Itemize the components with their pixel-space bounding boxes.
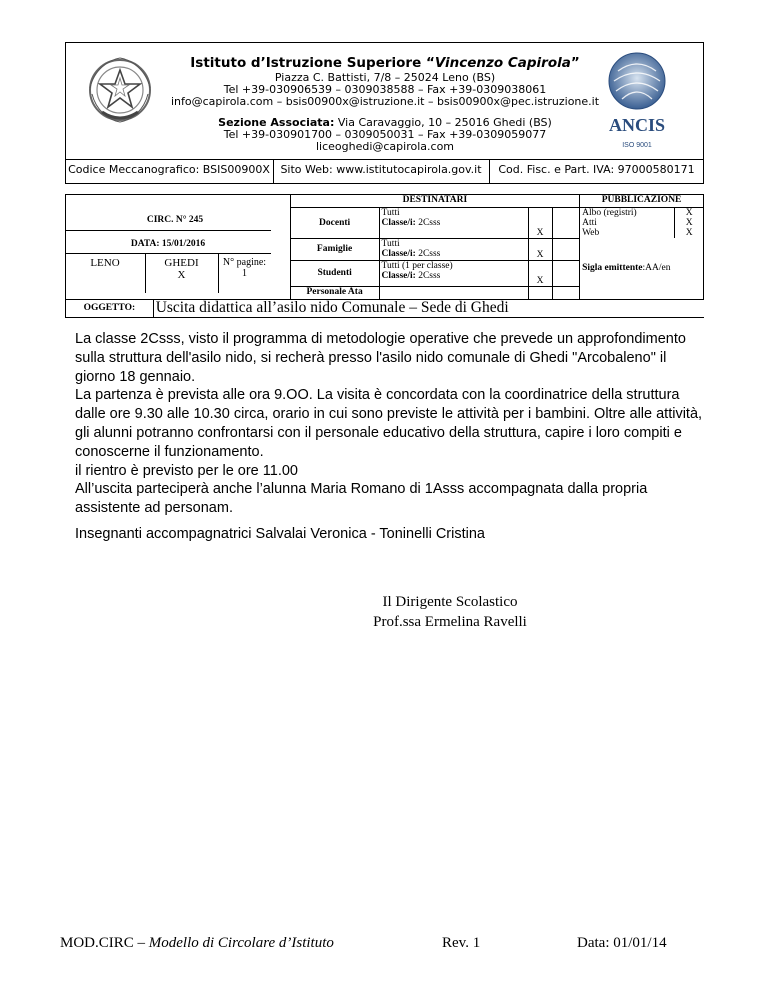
website: Sito Web: www.istitutocapirola.gov.it xyxy=(280,163,482,176)
circular-date: DATA: 15/01/2016 xyxy=(130,239,206,249)
signature-block xyxy=(300,592,600,632)
publication-header: PUBBLICAZIONE xyxy=(580,195,704,208)
table-divider xyxy=(65,253,271,254)
recipient-studenti-detail: Tutti (1 per classe) Classe/i: 2Csss xyxy=(379,260,528,286)
body-paragraph: All’uscita parteciperà anche l’alunna Maria Romano di 1Asss accompagnata dalla propria assistente ad personam. xyxy=(75,481,648,517)
recipient-docenti-detail: Tutti Classe/i: 2Csss xyxy=(379,208,528,239)
recipient-studenti-mark: X xyxy=(528,260,552,286)
body-paragraph: La classe 2Csss, visto il programma di metodologie operative che prevede un approfondimento sulla struttura dell'asilo nido, si recherà presso l'asilo nido comunale di Ghedi "Arcobaleno" il giorno 18 gennaio. xyxy=(75,331,686,385)
publication-marks: X X X xyxy=(675,208,704,239)
issuer: Sigla emittente:AA/en xyxy=(580,238,704,299)
recipients-header: DESTINATARI xyxy=(290,195,579,208)
branch-address: Sezione Associata: Via Caravaggio, 10 – 25016 Ghedi (BS) xyxy=(218,116,552,129)
subject: Uscita didattica all’asilo nido Comunale – Sede di Ghedi xyxy=(153,299,703,317)
signature-name: Prof.ssa Ermelina Ravelli xyxy=(373,614,527,630)
branch-phones: Tel +39-030901700 – 0309050031 – Fax +39-0309059077 xyxy=(223,128,547,141)
body-paragraph: il rientro è previsto per le ore 11.00 xyxy=(75,462,298,479)
recipient-famiglie: Famiglie xyxy=(290,238,379,260)
branch-email: liceoghedi@capirola.com xyxy=(315,140,455,153)
table-divider xyxy=(65,230,271,231)
circular-body xyxy=(75,330,705,518)
pages-count: N° pagine: 1 xyxy=(222,257,267,279)
accompanying-teachers: Insegnanti accompagnatrici Salvalai Veronica - Toninelli Cristina xyxy=(75,526,485,542)
circular-number: CIRC. N° 245 xyxy=(146,215,204,225)
signature-role: Il Dirigente Scolastico xyxy=(382,594,518,610)
publication-list: Albo (registri) Atti Web xyxy=(580,208,675,239)
ancis-logo-text: ANCIS xyxy=(608,115,666,135)
footer-date: Data: 01/01/14 xyxy=(577,935,667,951)
recipient-docenti: Docenti xyxy=(290,208,379,239)
institute-emails: info@capirola.com – bsis00900x@istruzione.it – bsis00900x@pec.istruzione.it xyxy=(170,95,600,108)
recipient-personale-ata: Personale Ata xyxy=(290,286,379,299)
letterhead-divider xyxy=(65,159,704,160)
recipient-docenti-mark: X xyxy=(528,208,552,239)
circular-info-table xyxy=(65,194,704,318)
mechanographic-code: Codice Meccanografico: BSIS00900X xyxy=(68,163,270,176)
recipient-studenti: Studenti xyxy=(290,260,379,286)
site-leno: LENO xyxy=(90,257,120,269)
recipient-famiglie-detail: Tutti Classe/i: 2Csss xyxy=(379,238,528,260)
recipient-famiglie-mark: X xyxy=(528,238,552,260)
institute-address: Piazza C. Battisti, 7/8 – 25024 Leno (BS) xyxy=(274,71,496,84)
footer-model: MOD.CIRC – Modello di Circolare d’Istituto xyxy=(60,935,334,951)
iso-cert-text: ISO 9001 xyxy=(622,142,652,149)
institute-title: Istituto d’Istruzione Superiore “Vincenzo Capirola” xyxy=(190,55,580,71)
fiscal-code: Cod. Fisc. e Part. IVA: 97000580171 xyxy=(498,163,695,176)
site-ghedi: GHEDI X xyxy=(164,257,199,281)
footer-revision: Rev. 1 xyxy=(442,935,481,951)
subject-label: OGGETTO: xyxy=(66,299,154,317)
institute-phones: Tel +39-030906539 – 0309038588 – Fax +39-0309038061 xyxy=(223,83,547,96)
italian-republic-emblem-icon xyxy=(80,50,160,130)
body-paragraph: La partenza è prevista alle ora 9.OO. La visita è concordata con la coordinatrice della struttura dalle ore 9.30 alle 10.30 circa, orario in cui sono previste le attività per i bambini. Oltre alle attività, gli alunni potranno confrontarsi con il personale educativo della struttura, capire i loro compiti e conoscerne il funzionamento. xyxy=(75,387,703,460)
ancis-logo-icon xyxy=(606,49,668,154)
